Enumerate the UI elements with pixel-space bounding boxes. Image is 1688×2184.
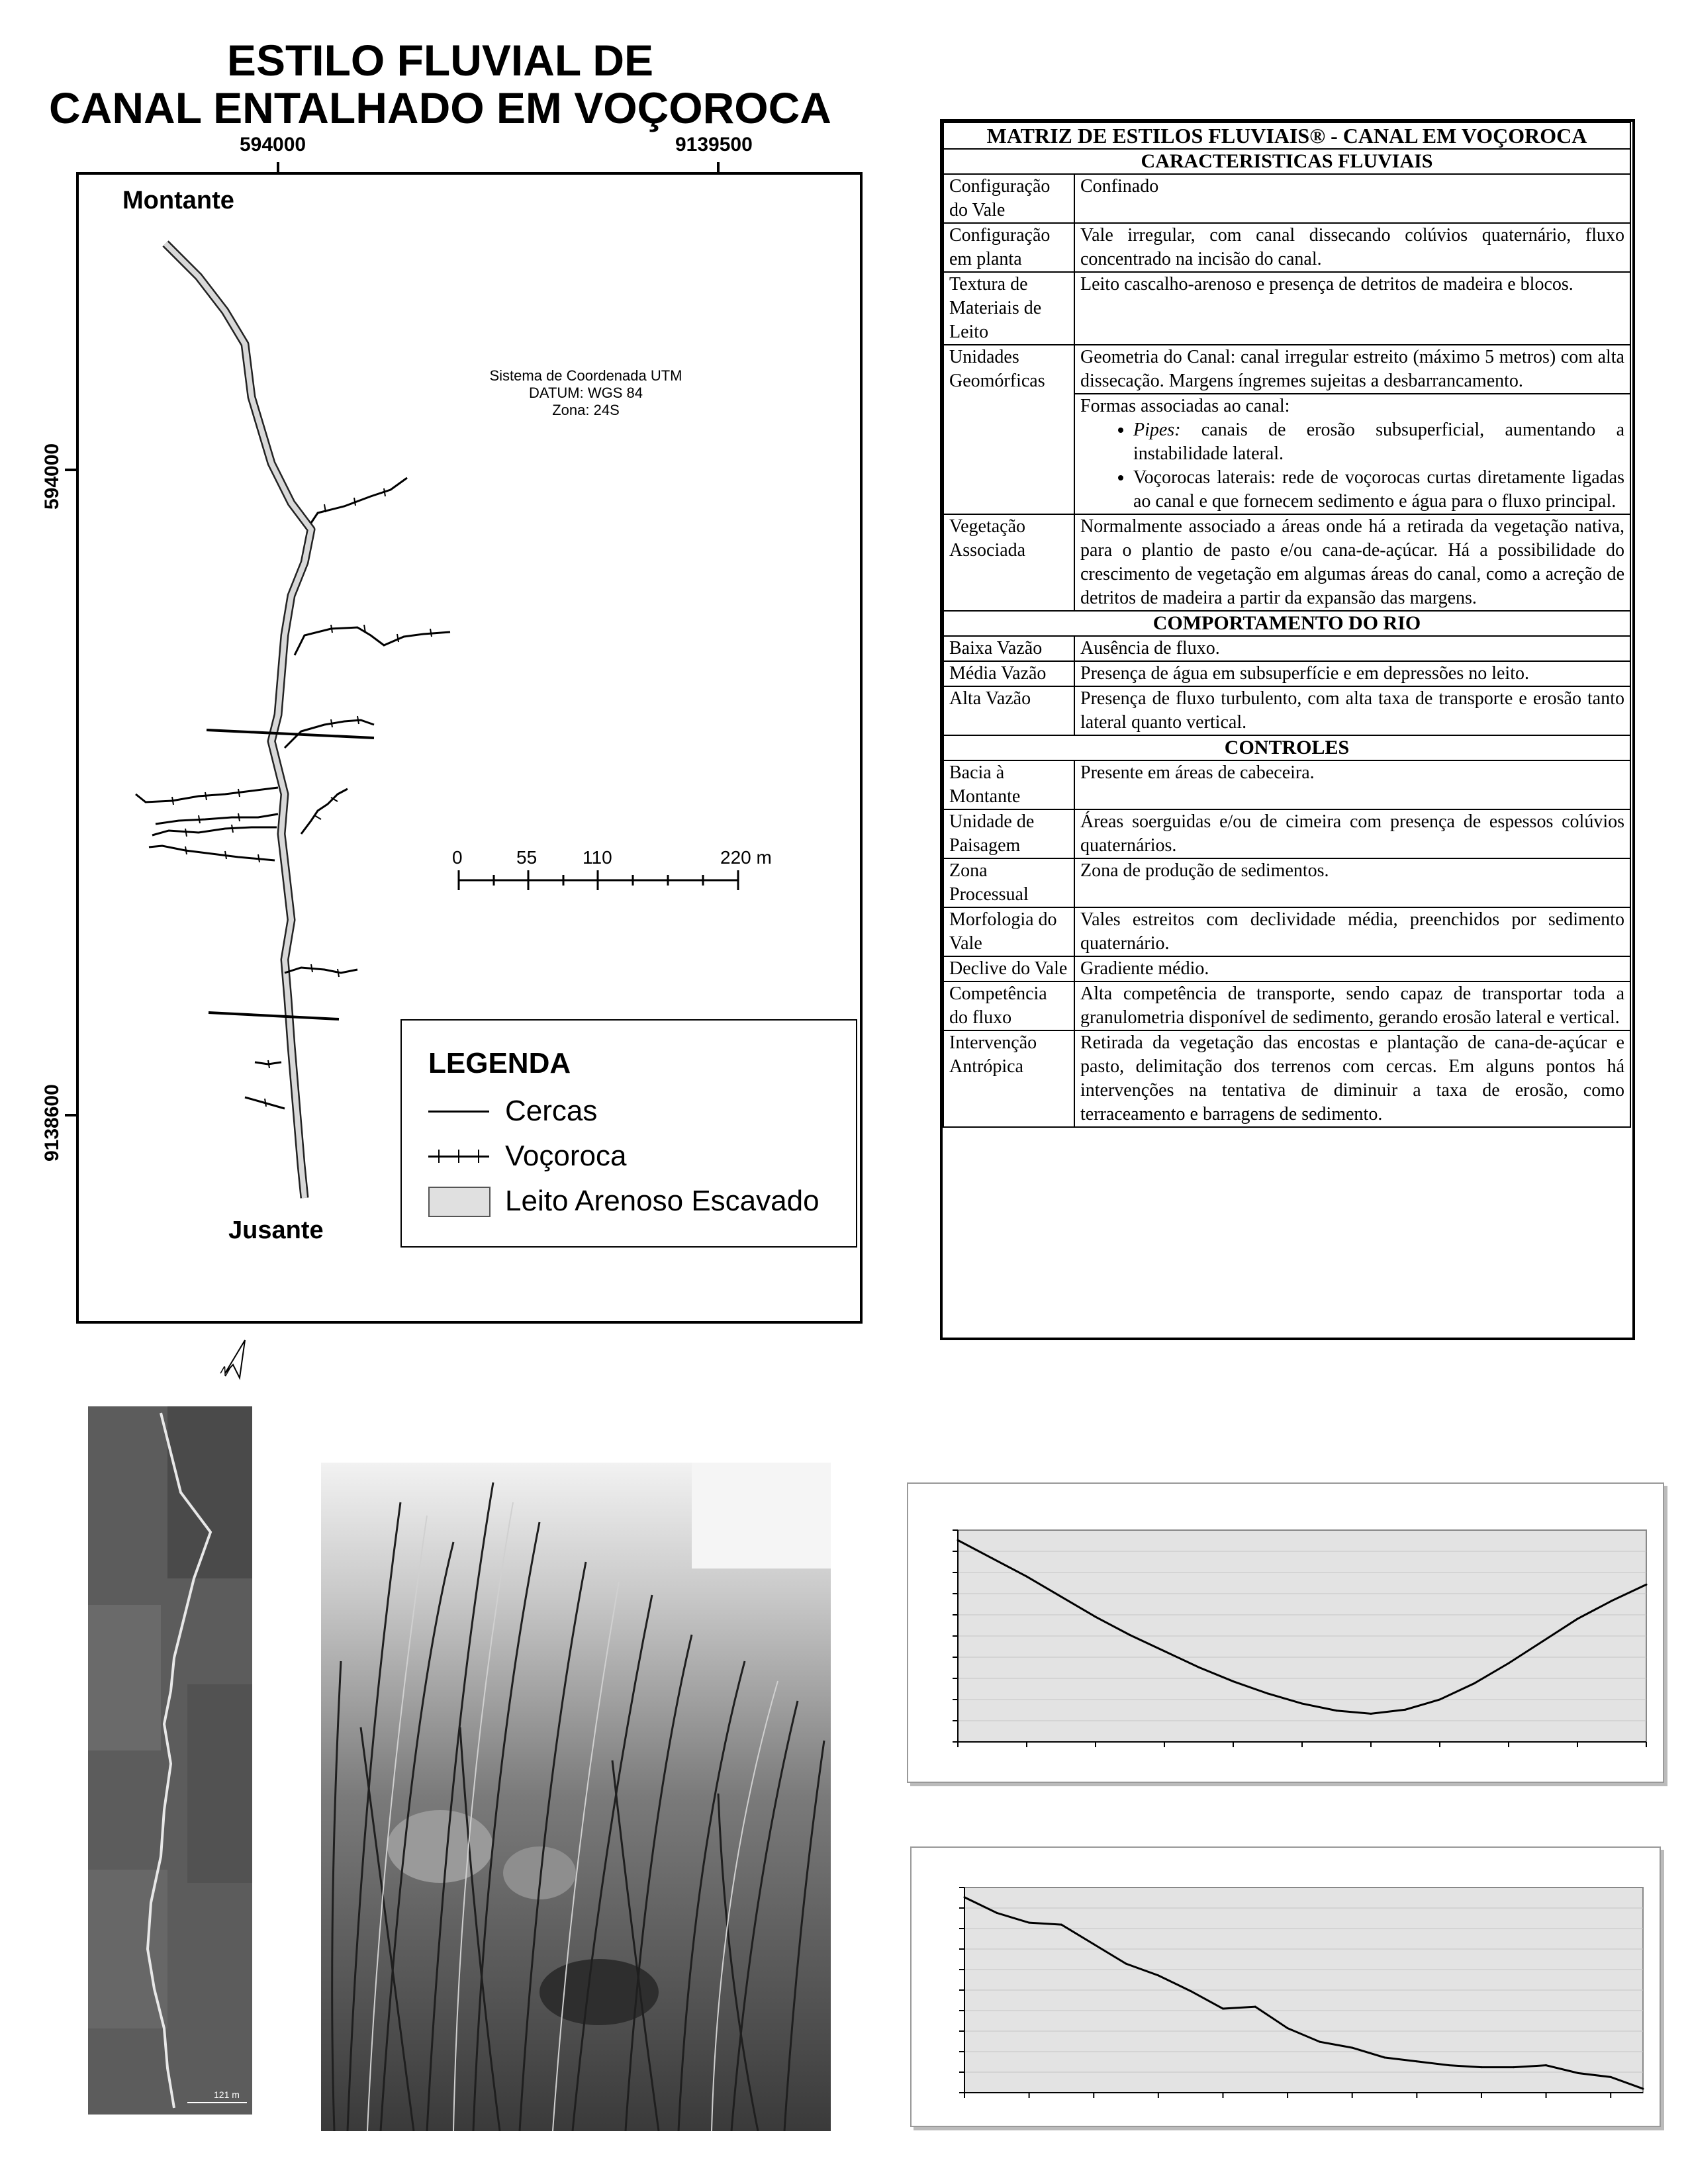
field-photo: [321, 1463, 831, 2131]
table-row: [943, 272, 1630, 345]
data-point: [1028, 1922, 1030, 1924]
data-point: [996, 1912, 998, 1914]
aerial-photo: [88, 1406, 252, 2115]
data-point: [1254, 2006, 1256, 2008]
crs-info: [463, 367, 708, 419]
data-point: [1448, 2064, 1450, 2066]
cross-section-chart-box: [907, 1482, 1664, 1783]
gully-2: [295, 627, 450, 655]
table-row: [943, 981, 1630, 1030]
data-point: [1577, 2072, 1579, 2074]
north-label: N: [218, 1363, 232, 1379]
data-point: [1190, 1990, 1192, 1992]
row-key: Unidade de Paisagem: [943, 809, 1074, 858]
table-row: [943, 686, 1630, 735]
data-point: [1336, 1709, 1338, 1711]
associated-forms-cell: [1074, 394, 1630, 514]
table-row: [943, 636, 1630, 661]
data-point: [1287, 2027, 1289, 2029]
section-fluvial: CARACTERISTICAS FLUVIAIS: [943, 149, 1630, 174]
data-point: [1222, 2008, 1224, 2010]
table-row: [943, 858, 1630, 907]
row-value: Geometria do Canal: canal irregular estreito (máximo 5 metros) com alta dissecação. Margens íngremes sujeitas a desbarrancamento.: [1074, 345, 1630, 394]
data-point: [1093, 1943, 1095, 1945]
gully-7: [149, 846, 275, 860]
row-value: Normalmente associado a áreas onde há a retirada da vegetação nativa, para o plantio de pasto e/ou cana-de-açúcar. Há a possibilidade do crescimento de vegetação em algumas áreas do canal, como a acreção de detritos de madeira a partir da expansão das margens.: [1074, 514, 1630, 611]
table-row: [943, 174, 1630, 223]
legend-item-fences: [428, 1095, 597, 1128]
data-point: [1157, 1974, 1159, 1976]
row-key: Textura de Materiais de Leito: [943, 272, 1074, 345]
row-key: Alta Vazão: [943, 686, 1074, 735]
data-point: [1370, 1713, 1372, 1715]
legend-item-gully: [428, 1140, 626, 1173]
data-point: [1513, 2066, 1515, 2068]
legend-label-fences: Cercas: [505, 1095, 598, 1127]
row-value: Confinado: [1074, 174, 1630, 223]
pipes-text: canais de erosão subsuperficial, aumentando a instabilidade lateral.: [1133, 420, 1624, 464]
crs-line-3: Zona: 24S: [552, 402, 620, 418]
scale-label-220: 220 m: [720, 847, 772, 868]
row-value: Zona de produção de sedimentos.: [1074, 858, 1630, 907]
frame-ticks: [65, 162, 718, 1115]
fence-1: [207, 730, 374, 738]
data-point: [1351, 2047, 1353, 2049]
row-key: Configuração em planta: [943, 223, 1074, 272]
row-key: Configuração do Vale: [943, 174, 1074, 223]
field-photo-drawing: [321, 1463, 831, 2131]
crs-line-2: DATUM: WGS 84: [529, 385, 643, 401]
row-key: Intervenção Antrópica: [943, 1030, 1074, 1127]
data-point: [1125, 1963, 1127, 1965]
scale-label-0: 0: [452, 847, 463, 868]
fence-2: [209, 1013, 339, 1019]
row-key: Média Vazão: [943, 661, 1074, 686]
matrix-title: MATRIZ DE ESTILOS FLUVIAIS® - CANAL EM VOÇOROCA: [943, 122, 1630, 149]
row-key: Unidades Geomórficas: [943, 345, 1074, 514]
matrix-table: [943, 122, 1631, 1128]
data-point: [1301, 1703, 1303, 1705]
forms-intro: Formas associadas ao canal:: [1080, 396, 1290, 416]
fluvial-styles-matrix: [940, 119, 1635, 1340]
data-point: [957, 1539, 959, 1541]
list-item: • Voçorocas laterais: rede de voçorocas curtas diretamente ligadas ao canal e que fornecem sedimento e água para o fluxo principal.: [1133, 466, 1624, 514]
data-point: [1642, 2088, 1644, 2090]
legend-item-sandy-bed: [428, 1185, 820, 1218]
row-value: Leito cascalho-arenoso e presença de detritos de madeira e blocos.: [1074, 272, 1630, 345]
legend-label-sandy-bed: Leito Arenoso Escavado: [505, 1185, 820, 1217]
row-value: Gradiente médio.: [1074, 956, 1630, 981]
table-row: [943, 956, 1630, 981]
sandy-bed-icon: [428, 1187, 489, 1216]
gully-6: [152, 827, 277, 835]
upstream-label: Montante: [122, 187, 234, 214]
list-item: [1133, 418, 1624, 466]
channel-sandy-bed: [165, 244, 311, 1198]
data-point: [1416, 2060, 1418, 2062]
data-point: [1267, 1692, 1269, 1694]
scale-label-110: 110: [583, 847, 612, 868]
row-value: Alta competência de transporte, sendo capaz de transportar toda a granulometria disponível de sedimento, gerando erosão lateral e vertical.: [1074, 981, 1630, 1030]
easting-label-right: 9139500: [675, 134, 753, 156]
pipes-term: Pipes:: [1133, 420, 1181, 440]
data-point: [1646, 1584, 1648, 1586]
section-controls: CONTROLES: [943, 735, 1630, 760]
data-point: [1060, 1924, 1062, 1926]
row-value: Vale irregular, com canal dissecando colúvios quaternário, fluxo concentrado na incisão do canal.: [1074, 223, 1630, 272]
easting-label-left: 594000: [240, 134, 306, 156]
row-key: Bacia à Montante: [943, 760, 1074, 809]
data-point: [1233, 1680, 1235, 1682]
row-key: Vegetação Associada: [943, 514, 1074, 611]
data-point: [1439, 1699, 1441, 1701]
data-point: [1577, 1618, 1579, 1620]
title-line-2: CANAL ENTALHADO EM VOÇOROCA: [49, 83, 831, 132]
crs-line-1: Sistema de Coordenada UTM: [489, 367, 682, 384]
row-key: Declive do Vale: [943, 956, 1074, 981]
gully-line-icon: [428, 1142, 489, 1171]
data-point: [1542, 1640, 1544, 1642]
northing-label-top: 594000: [41, 443, 63, 510]
row-value: Áreas soerguidas e/ou de cimeira com presença de espessos colúvios quaternários.: [1074, 809, 1630, 858]
title-line-1: ESTILO FLUVIAL DE: [226, 36, 654, 85]
table-row: [943, 514, 1630, 611]
row-value: Presente em áreas de cabeceira.: [1074, 760, 1630, 809]
gully-5: [156, 814, 278, 824]
gully-9: [285, 968, 357, 973]
data-point: [1164, 1650, 1166, 1652]
data-point: [1480, 2066, 1482, 2068]
scale-bar: [459, 870, 738, 890]
table-row: [943, 760, 1630, 809]
data-point: [1060, 1596, 1062, 1598]
table-row: [943, 223, 1630, 272]
aerial-scale-label: 121 m: [214, 2089, 240, 2100]
row-value: Ausência de fluxo.: [1074, 636, 1630, 661]
map-legend: [400, 1019, 857, 1248]
northing-label-bottom: 9138600: [41, 1084, 63, 1161]
longitudinal-profile-chart-box: [910, 1846, 1661, 2127]
data-point: [1610, 2076, 1612, 2078]
row-value: Presença de fluxo turbulento, com alta taxa de transporte e erosão tanto lateral quanto vertical.: [1074, 686, 1630, 735]
data-point: [1383, 2056, 1385, 2058]
longitudinal-profile-chart: [912, 1848, 1660, 2126]
data-point: [1474, 1682, 1476, 1684]
forms-list: [1080, 418, 1624, 514]
row-key: Baixa Vazão: [943, 636, 1074, 661]
gully-8: [301, 789, 348, 834]
table-row: [943, 1030, 1630, 1127]
data-point: [1405, 1709, 1407, 1711]
data-point: [1319, 2041, 1321, 2043]
row-value: Vales estreitos com declividade média, preenchidos por sedimento quaternário.: [1074, 907, 1630, 956]
data-point: [992, 1557, 994, 1559]
data-point: [1508, 1662, 1510, 1664]
row-value: Retirada da vegetação das encostas e plantação de cana-de-açúcar e pasto, delimitação dos terrenos com cercas. Em alguns pontos há intervenções na tentativa de diminuir a taxa de erosão, como terraceamento e barragens de sedimento.: [1074, 1030, 1630, 1127]
data-point: [1198, 1666, 1200, 1668]
section-behaviour: COMPORTAMENTO DO RIO: [943, 611, 1630, 636]
legend-label-gully: Voçoroca: [505, 1140, 627, 1172]
data-point: [1611, 1600, 1613, 1602]
downstream-label: Jusante: [228, 1216, 324, 1244]
gully-1: [311, 478, 407, 523]
data-point: [1095, 1616, 1097, 1618]
table-row: [943, 661, 1630, 686]
table-row: [943, 345, 1630, 394]
gully-3: [285, 720, 374, 748]
row-key: Zona Processual: [943, 858, 1074, 907]
data-point: [1545, 2064, 1547, 2066]
row-value: Presença de água em subsuperfície e em depressões no leito.: [1074, 661, 1630, 686]
fence-line-icon: [428, 1097, 489, 1126]
data-point: [1026, 1576, 1028, 1578]
scale-label-55: 55: [516, 847, 538, 868]
aerial-photo-drawing: [88, 1406, 252, 2115]
data-point: [964, 1896, 966, 1898]
cross-section-chart: [908, 1484, 1663, 1782]
table-row: [943, 809, 1630, 858]
data-point: [1129, 1634, 1131, 1636]
row-key: Competência do fluxo: [943, 981, 1074, 1030]
legend-title: LEGENDA: [428, 1047, 571, 1079]
table-row: [943, 907, 1630, 956]
row-key: Morfologia do Vale: [943, 907, 1074, 956]
